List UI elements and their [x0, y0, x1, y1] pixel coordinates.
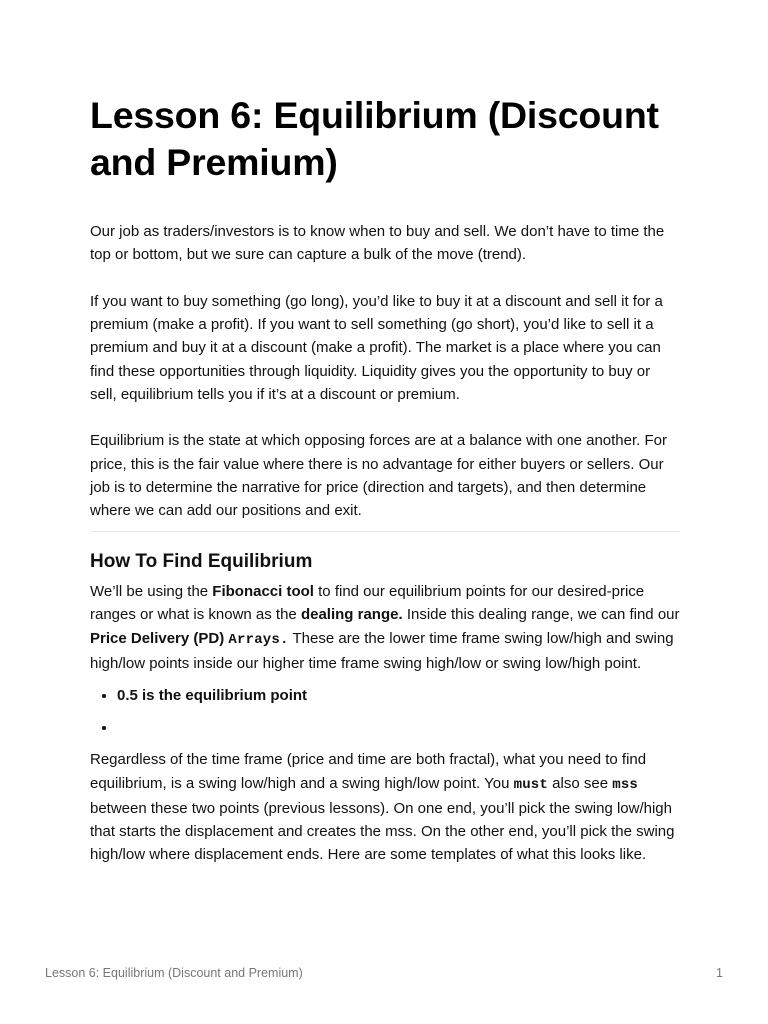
section-paragraph-2: [90, 748, 680, 866]
footer-page-number: 1: [716, 966, 723, 980]
bold-term-mss: mss: [612, 776, 639, 793]
section-heading: How To Find Equilibrium: [90, 551, 313, 573]
page-title: Lesson 6: Equilibrium (Discount and Premium): [90, 94, 659, 183]
text-run: also see: [548, 774, 613, 792]
list-item: • 0.5 is the equilibrium point: [117, 684, 680, 707]
intro-paragraph-3: Equilibrium is the state at which opposing forces are at a balance with one another. For price, this is the fair value where there is no advantage for either buyers or sellers. Our job is to determine the narrative for price (direction and targets), and then determine where we can add our positions and exit.: [90, 432, 667, 520]
document-body: [90, 92, 680, 890]
footer-title: Lesson 6: Equilibrium (Discount and Premium): [45, 966, 303, 980]
list-item-empty: [117, 716, 680, 739]
bold-term-must: must: [513, 776, 548, 793]
bold-term-dealing-range: dealing range.: [300, 606, 403, 624]
bullet-list: [90, 684, 680, 739]
bold-term-arrays: Arrays.: [228, 631, 289, 648]
text-run: to find our equilibrium points for our desired-price ranges or what is known as the: [90, 583, 645, 624]
text-run: Inside this dealing range, we can find our: [402, 606, 680, 624]
bold-term-fibonacci-tool: Fibonacci tool: [212, 583, 314, 601]
bold-term-pd-arrays: [90, 630, 289, 647]
bold-term-pd-label: Price Delivery (PD): [90, 629, 229, 647]
intro-paragraph-2: If you want to buy something (go long), you’d like to buy it at a discount and sell it for a premium (make a profit). If you want to sell something (go short), you’d like to sell it a premium and buy it at a discount (make a profit). The market is a place where you can find these opportunities through liquidity. Liquidity gives you the opportunity to buy or sell, equilibrium tells you if it’s at a discount or premium.: [90, 292, 663, 403]
text-run: between these two points (previous lessons). On one end, you’ll pick the swing low/high that starts the displacement and creates the mss. On the other end, you’ll pick the swing high/low where displacement ends. Here are some templates of what this looks like.: [90, 799, 675, 864]
section-paragraph-1: [90, 580, 680, 675]
text-run: We’ll be using the: [90, 583, 213, 601]
intro-paragraph-1: Our job as traders/investors is to know when to buy and sell. We don’t have to time the top or bottom, but we sure can capture a bulk of the move (trend).: [90, 223, 665, 264]
section-divider: [90, 531, 680, 532]
text-run: These are the lower time frame swing low/high and swing high/low points inside our higher time frame swing high/low or swing low/high point.: [90, 629, 674, 672]
text-run: Regardless of the time frame (price and time are both fractal), what you need to find equilibrium, is a swing low/high and a swing high/low point. You: [90, 751, 647, 792]
